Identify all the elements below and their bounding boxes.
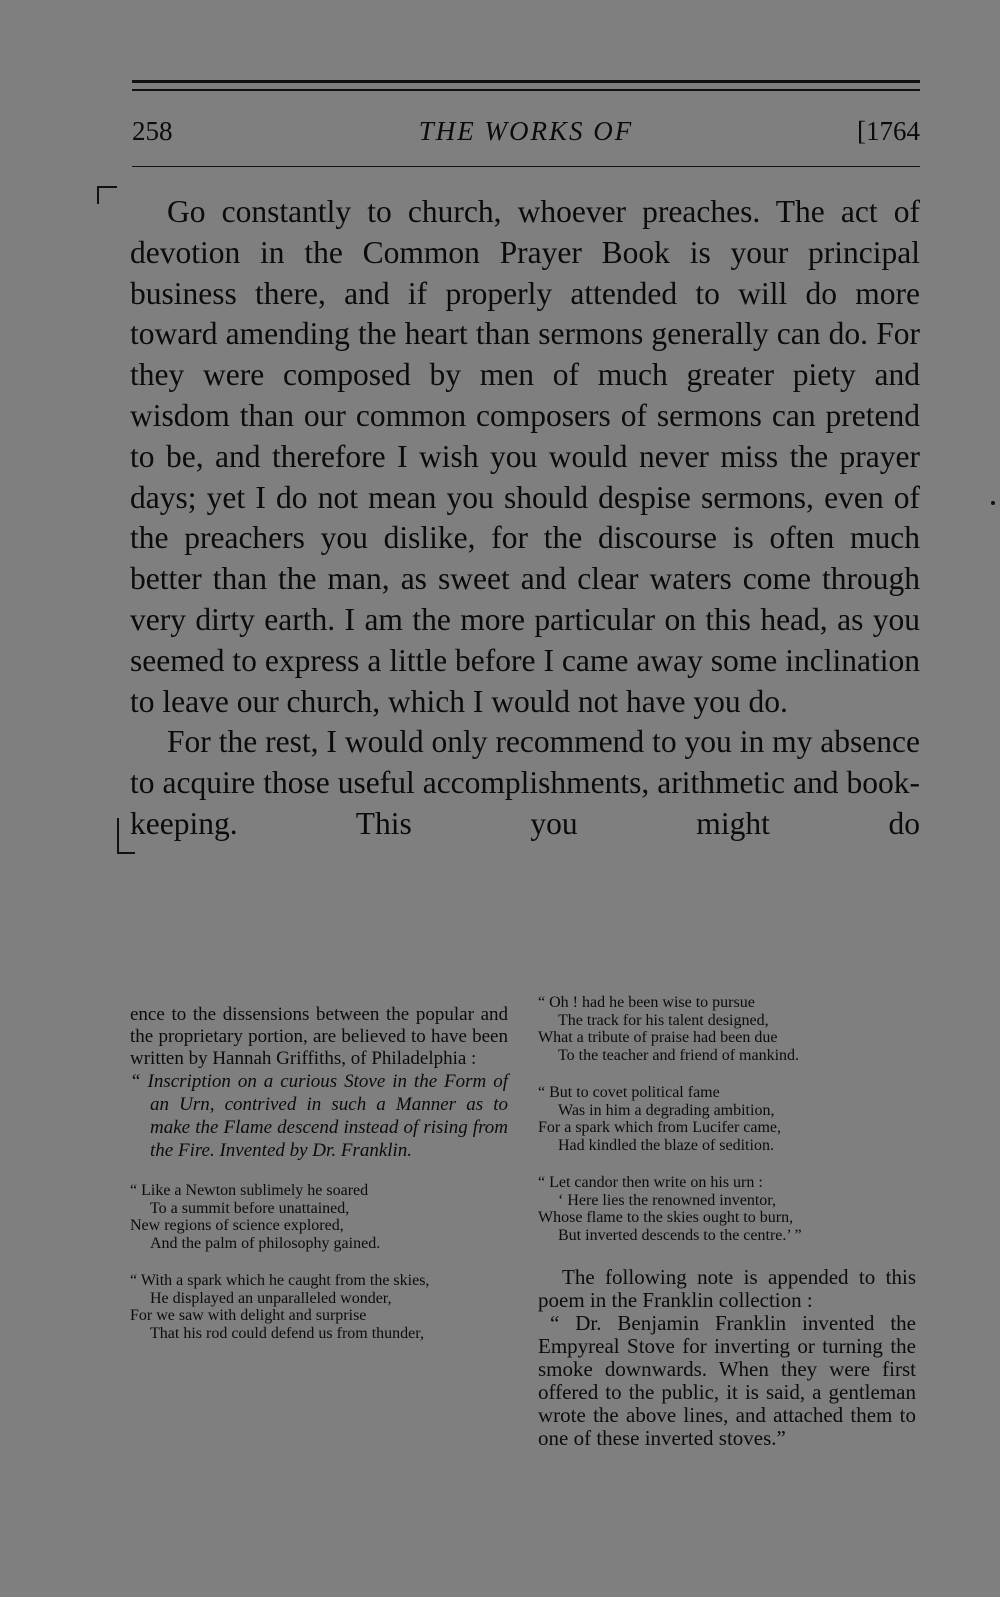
note-paragraph-1: The following note is appended to this poem in the Franklin collection : — [538, 1265, 916, 1312]
poem-stanza-5 — [538, 1174, 916, 1244]
footnote-intro: ence to the dissensions between the popular and the proprietary portion, are believed to have been written by Hannah Griffiths, of Philadelphia : — [130, 1004, 508, 1069]
margin-mark — [991, 501, 995, 505]
poem-line: To the teacher and friend of mankind. — [558, 1046, 800, 1064]
poem-line: “ With a spark which he caught from the skies, — [130, 1272, 430, 1289]
poem-stanza-1 — [130, 1182, 508, 1252]
running-header — [132, 116, 920, 156]
collection-note — [538, 1266, 916, 1450]
poem-line: Whose flame to the skies ought to burn, — [538, 1209, 794, 1226]
poem-line: But inverted descends to the centre.’ ” — [558, 1226, 802, 1244]
poem-line: To a summit before unattained, — [150, 1199, 350, 1217]
poem-line: “ Like a Newton sublimely he soared — [130, 1182, 369, 1199]
note-paragraph-2: “ Dr. Benjamin Franklin invented the Empyreal Stove for inverting or turning the smoke downwards. When they were first offered to the public, it is said, a gentleman wrote the above lines, and attached them to one of these inverted stoves.” — [538, 1311, 916, 1450]
poem-line: “ Let candor then write on his urn : — [538, 1174, 763, 1191]
poem-stanza-4 — [538, 1084, 916, 1154]
poem-line: And the palm of philosophy gained. — [150, 1234, 381, 1252]
footnote-column-left — [130, 1004, 508, 1342]
body-text — [130, 192, 920, 845]
header-rule-bottom — [132, 166, 920, 167]
footnote-column-right — [538, 994, 916, 1450]
poem-line: That his rod could defend us from thunder, — [150, 1324, 424, 1342]
poem-line: What a tribute of praise had been due — [538, 1029, 778, 1046]
poem-stanza-3 — [538, 994, 916, 1064]
running-title: THE WORKS OF — [418, 116, 634, 146]
poem-line: ‘ Here lies the renowned inventor, — [558, 1191, 776, 1209]
body-paragraph-1: Go constantly to church, whoever preaches. The act of devotion in the Common Prayer Book is your principal business there, and if properly attended to will do more toward amending the heart than sermons generally can do. For they were composed by men of much greater piety and wisdom than our common composers of sermons can pretend to be, and therefore I wish you would never miss the prayer days; yet I do not mean you should despise sermons, even of the preachers you dislike, for the discourse is often much better than the man, as sweet and clear waters come through very dirty earth. I am the more particular on this head, as you seemed to express a little before I came away some inclination to leave our church, which I would not have you do. — [130, 194, 920, 719]
header-year: [1764 — [857, 116, 920, 146]
page-number: 258 — [132, 116, 173, 146]
poem-line: “ But to covet political fame — [538, 1084, 720, 1101]
poem-line: Was in him a degrading ambition, — [558, 1101, 775, 1119]
poem-line: New regions of science explored, — [130, 1217, 344, 1234]
poem-line: He displayed an unparalleled wonder, — [150, 1289, 392, 1307]
body-paragraph-2: For the rest, I would only recommend to you in my absence to acquire those useful accomplishments, arithmetic and book-keeping. This you might do — [130, 724, 920, 841]
poem-line: The track for his talent designed, — [558, 1011, 769, 1029]
header-rule-top — [132, 80, 920, 83]
margin-bracket-open — [97, 186, 117, 204]
poem-line: For a spark which from Lucifer came, — [538, 1119, 782, 1136]
poem-line: “ Oh ! had he been wise to pursue — [538, 994, 755, 1011]
poem-line: Had kindled the blaze of sedition. — [558, 1136, 774, 1154]
poem-line: For we saw with delight and surprise — [130, 1307, 367, 1324]
header-rule-second — [132, 89, 920, 91]
footnote-inscription: “ Inscription on a curious Stove in the Form of an Urn, contrived in such a Manner as to make the Flame descend instead of rising from the Fire. Invented by Dr. Franklin. — [130, 1071, 508, 1161]
poem-stanza-2 — [130, 1272, 508, 1342]
